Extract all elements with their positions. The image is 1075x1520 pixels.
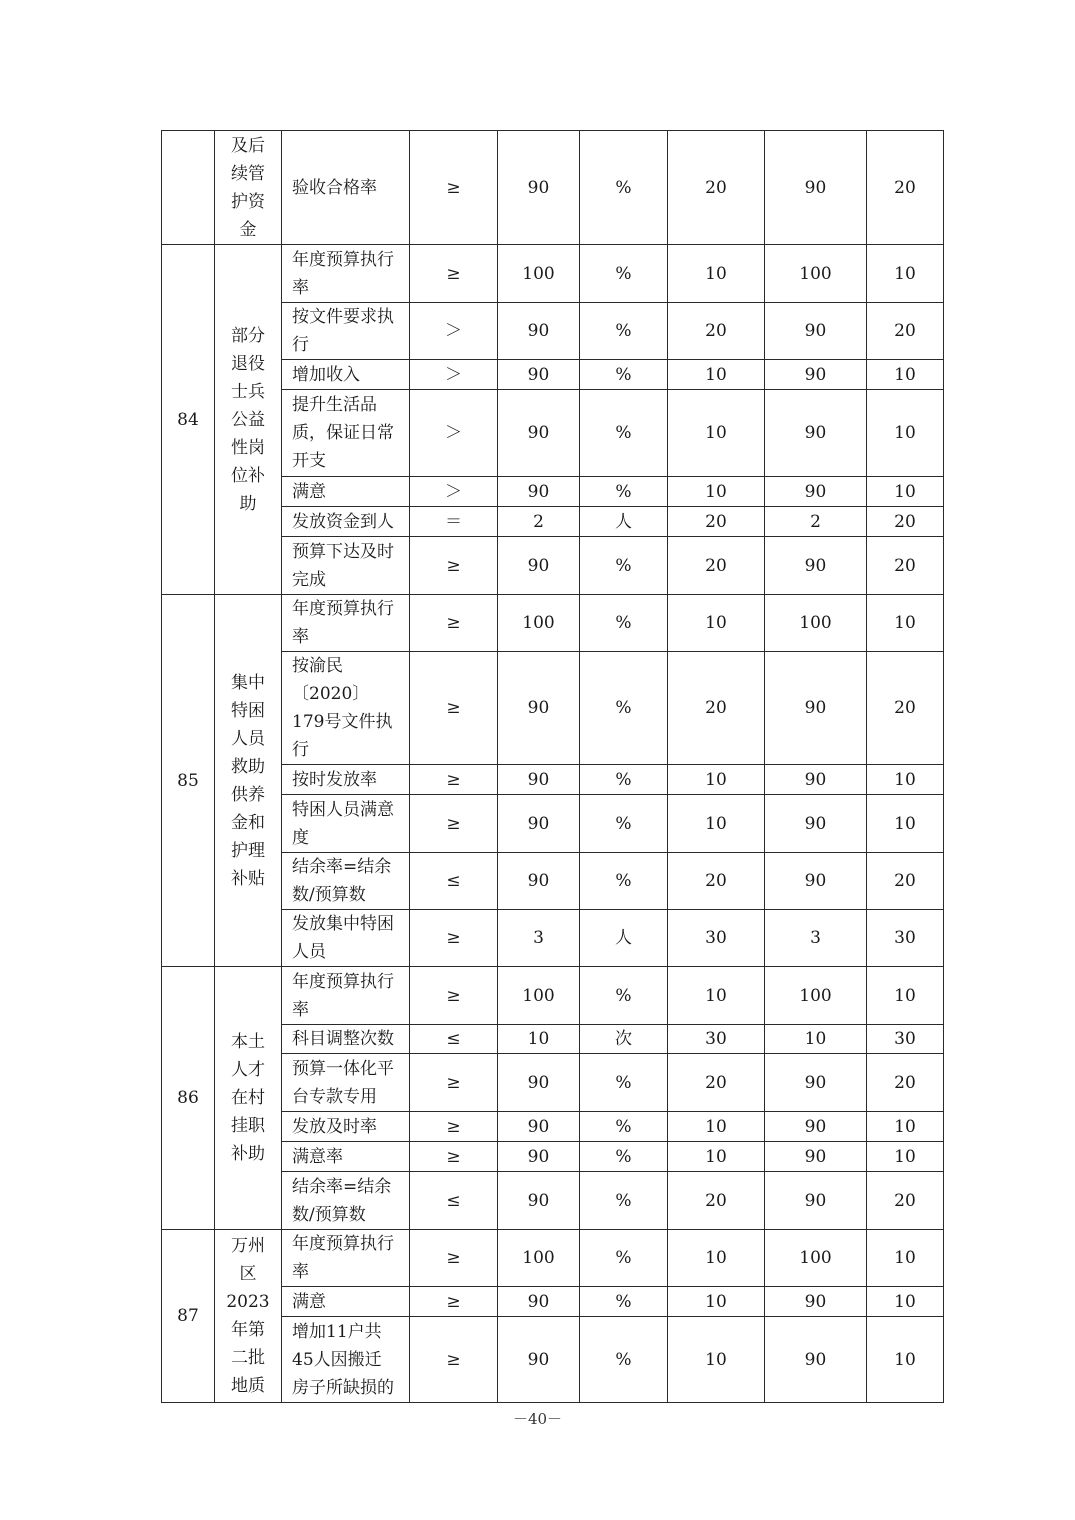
operator-cell: ≥	[410, 1230, 498, 1287]
indicator-cell	[282, 652, 410, 765]
indicator-line: 发放集中特困	[292, 914, 394, 934]
project-name-line: 2023	[226, 1292, 270, 1312]
actual-cell: 10	[765, 1025, 867, 1054]
project-name-line: 补贴	[231, 868, 265, 889]
target-cell: 100	[498, 1230, 580, 1287]
indicator-line: 满意	[292, 481, 326, 502]
got-cell: 10	[867, 245, 944, 303]
actual-cell: 90	[765, 1142, 867, 1172]
unit-cell: %	[580, 477, 668, 507]
operator-cell: ≥	[410, 131, 498, 245]
indicator-cell	[282, 853, 410, 910]
actual-cell: 100	[765, 1230, 867, 1287]
indicator-line: 度	[292, 827, 309, 848]
unit-cell: %	[580, 303, 668, 360]
project-name-cell	[215, 967, 282, 1230]
indicator-line: 率	[292, 627, 309, 647]
table-body	[162, 131, 944, 1403]
score-cell: 10	[668, 1317, 765, 1403]
target-cell: 2	[498, 507, 580, 537]
operator-cell: ≥	[410, 765, 498, 795]
operator-cell: ＞	[410, 477, 498, 507]
project-name-line: 及后	[231, 135, 265, 156]
indicator-line: 预算一体化平	[292, 1058, 394, 1079]
operator-cell: ≥	[410, 795, 498, 853]
actual-cell: 90	[765, 477, 867, 507]
score-cell: 30	[668, 910, 765, 967]
score-cell: 20	[668, 1172, 765, 1230]
actual-cell: 90	[765, 652, 867, 765]
got-cell: 20	[867, 1172, 944, 1230]
table-row	[162, 131, 944, 245]
actual-cell: 100	[765, 595, 867, 652]
indicator-line: 率	[292, 999, 309, 1020]
actual-cell: 90	[765, 1317, 867, 1403]
project-name-line: 助	[239, 493, 257, 514]
operator-cell: ≥	[410, 1112, 498, 1142]
unit-cell: 人	[580, 910, 668, 967]
got-cell: 20	[867, 131, 944, 245]
project-name-line: 补助	[231, 1144, 265, 1164]
target-cell: 100	[498, 595, 580, 652]
score-cell: 10	[668, 595, 765, 652]
indicator-line: 率	[292, 277, 309, 298]
score-cell: 20	[668, 131, 765, 245]
unit-cell: %	[580, 853, 668, 910]
actual-cell: 90	[765, 390, 867, 477]
project-name-line: 万州	[231, 1236, 265, 1256]
unit-cell: %	[580, 1287, 668, 1317]
project-name-line: 退役	[231, 353, 265, 374]
operator-cell: ≥	[410, 1287, 498, 1317]
score-cell: 20	[668, 652, 765, 765]
unit-cell: %	[580, 245, 668, 303]
target-cell: 90	[498, 131, 580, 245]
indicator-line: 结余率=结余	[292, 857, 392, 877]
target-cell: 100	[498, 967, 580, 1025]
project-name-line: 部分	[231, 325, 265, 346]
indicator-cell	[282, 795, 410, 853]
actual-cell: 90	[765, 795, 867, 853]
indicator-cell	[282, 765, 410, 795]
target-cell: 90	[498, 537, 580, 595]
operator-cell: ≥	[410, 967, 498, 1025]
unit-cell: %	[580, 131, 668, 245]
got-cell: 10	[867, 795, 944, 853]
got-cell: 30	[867, 1025, 944, 1054]
indicator-line: 人员	[292, 942, 326, 962]
got-cell: 20	[867, 1054, 944, 1112]
indicator-line: 增加收入	[292, 364, 360, 385]
score-cell: 10	[668, 795, 765, 853]
score-cell: 20	[668, 853, 765, 910]
indicator-line: 年度预算执行	[292, 971, 394, 992]
indicator-line: 发放及时率	[292, 1116, 377, 1137]
actual-cell: 90	[765, 1172, 867, 1230]
indicator-cell	[282, 1025, 410, 1054]
indicator-cell	[282, 910, 410, 967]
operator-cell: ≤	[410, 1025, 498, 1054]
project-name-line: 位补	[231, 465, 265, 486]
score-cell: 10	[668, 1230, 765, 1287]
score-cell: 10	[668, 390, 765, 477]
indicator-line: 行	[292, 335, 309, 355]
target-cell: 100	[498, 245, 580, 303]
indicator-cell	[282, 131, 410, 245]
indicator-cell	[282, 1230, 410, 1287]
actual-cell: 90	[765, 303, 867, 360]
project-name-line: 救助	[231, 756, 265, 777]
unit-cell: %	[580, 1142, 668, 1172]
got-cell: 10	[867, 360, 944, 390]
target-cell: 90	[498, 1317, 580, 1403]
actual-cell: 3	[765, 910, 867, 967]
got-cell: 20	[867, 652, 944, 765]
score-cell: 10	[668, 1112, 765, 1142]
unit-cell: %	[580, 765, 668, 795]
indicator-line: 房子所缺损的	[292, 1377, 394, 1398]
indicator-line: 按渝民〔2020〕	[292, 656, 370, 704]
got-cell: 20	[867, 853, 944, 910]
table-row	[162, 967, 944, 1025]
got-cell: 10	[867, 1230, 944, 1287]
unit-cell: %	[580, 652, 668, 765]
actual-cell: 90	[765, 360, 867, 390]
unit-cell: %	[580, 1230, 668, 1287]
actual-cell: 90	[765, 131, 867, 245]
indicator-line: 满意	[292, 1291, 326, 1312]
operator-cell: ≥	[410, 910, 498, 967]
unit-cell: %	[580, 967, 668, 1025]
indicator-cell	[282, 1172, 410, 1230]
table-row	[162, 245, 944, 303]
indicator-line: 验收合格率	[292, 177, 377, 198]
project-name-line: 性岗	[231, 437, 265, 458]
project-name-line: 人员	[231, 728, 265, 749]
score-cell: 10	[668, 1287, 765, 1317]
indicator-line: 数/预算数	[292, 1204, 366, 1225]
got-cell: 20	[867, 507, 944, 537]
indicator-line: 满意率	[292, 1146, 343, 1167]
project-name-line: 在村	[231, 1088, 265, 1108]
project-number-cell: 85	[162, 595, 215, 967]
score-cell: 20	[668, 303, 765, 360]
indicator-cell	[282, 1142, 410, 1172]
indicator-line: 年度预算执行	[292, 1234, 394, 1254]
operator-cell: ＞	[410, 390, 498, 477]
indicator-line: 科目调整次数	[292, 1029, 394, 1049]
project-name-cell	[215, 595, 282, 967]
unit-cell: %	[580, 1172, 668, 1230]
operator-cell: ≥	[410, 1054, 498, 1112]
indicator-line: 年度预算执行	[292, 249, 394, 270]
indicator-cell	[282, 390, 410, 477]
indicator-table	[161, 130, 944, 1403]
project-number-cell: 86	[162, 967, 215, 1230]
unit-cell: %	[580, 390, 668, 477]
project-name-line: 区	[239, 1264, 257, 1284]
indicator-line: 增加11户共	[292, 1321, 382, 1342]
indicator-cell	[282, 1287, 410, 1317]
target-cell: 90	[498, 1142, 580, 1172]
score-cell: 20	[668, 507, 765, 537]
got-cell: 10	[867, 595, 944, 652]
actual-cell: 90	[765, 765, 867, 795]
target-cell: 90	[498, 390, 580, 477]
got-cell: 10	[867, 1142, 944, 1172]
indicator-cell	[282, 537, 410, 595]
indicator-line: 按时发放率	[292, 769, 377, 790]
project-name-line: 士兵	[231, 381, 265, 402]
operator-cell: ≥	[410, 537, 498, 595]
indicator-line: 预算下达及时	[292, 541, 394, 562]
actual-cell: 90	[765, 537, 867, 595]
unit-cell: 次	[580, 1025, 668, 1054]
target-cell: 90	[498, 795, 580, 853]
indicator-line: 率	[292, 1262, 309, 1282]
indicator-cell	[282, 1112, 410, 1142]
project-name-line: 年第	[231, 1320, 265, 1340]
score-cell: 20	[668, 537, 765, 595]
unit-cell: %	[580, 537, 668, 595]
target-cell: 90	[498, 765, 580, 795]
unit-cell: %	[580, 1054, 668, 1112]
indicator-cell	[282, 967, 410, 1025]
indicator-line: 行	[292, 740, 309, 760]
actual-cell: 90	[765, 1112, 867, 1142]
unit-cell: %	[580, 1317, 668, 1403]
project-number-cell: 87	[162, 1230, 215, 1403]
indicator-cell	[282, 1317, 410, 1403]
operator-cell: ≥	[410, 595, 498, 652]
indicator-cell	[282, 595, 410, 652]
indicator-line: 按文件要求执	[292, 307, 394, 327]
project-name-line: 公益	[231, 409, 265, 430]
project-name-cell	[215, 1230, 282, 1403]
got-cell: 10	[867, 765, 944, 795]
indicator-line: 发放资金到人	[292, 511, 394, 532]
got-cell: 20	[867, 303, 944, 360]
project-name-line: 特困	[231, 700, 265, 721]
indicator-line: 45人因搬迁	[292, 1349, 382, 1370]
table-row	[162, 1230, 944, 1287]
unit-cell: %	[580, 595, 668, 652]
operator-cell: ≤	[410, 853, 498, 910]
indicator-line: 数/预算数	[292, 885, 366, 905]
project-name-line: 二批	[231, 1348, 265, 1368]
got-cell: 10	[867, 967, 944, 1025]
actual-cell: 100	[765, 245, 867, 303]
target-cell: 10	[498, 1025, 580, 1054]
unit-cell: %	[580, 1112, 668, 1142]
target-cell: 90	[498, 853, 580, 910]
indicator-line: 完成	[292, 569, 326, 590]
unit-cell: 人	[580, 507, 668, 537]
target-cell: 90	[498, 1112, 580, 1142]
project-name-line: 续管	[231, 163, 265, 184]
indicator-line: 提升生活品	[292, 395, 377, 415]
operator-cell: ≥	[410, 1142, 498, 1172]
got-cell: 20	[867, 537, 944, 595]
actual-cell: 100	[765, 967, 867, 1025]
operator-cell: ＝	[410, 507, 498, 537]
actual-cell: 90	[765, 1287, 867, 1317]
score-cell: 10	[668, 360, 765, 390]
indicator-cell	[282, 360, 410, 390]
project-name-cell	[215, 245, 282, 595]
actual-cell: 90	[765, 853, 867, 910]
score-cell: 30	[668, 1025, 765, 1054]
operator-cell: ＞	[410, 303, 498, 360]
score-cell: 10	[668, 1142, 765, 1172]
unit-cell: %	[580, 795, 668, 853]
project-name-line: 供养	[231, 784, 265, 805]
target-cell: 90	[498, 1172, 580, 1230]
target-cell: 90	[498, 1287, 580, 1317]
got-cell: 10	[867, 390, 944, 477]
project-name-line: 本土	[231, 1032, 265, 1052]
got-cell: 10	[867, 1317, 944, 1403]
got-cell: 10	[867, 1287, 944, 1317]
score-cell: 10	[668, 765, 765, 795]
indicator-cell	[282, 1054, 410, 1112]
operator-cell: ≥	[410, 245, 498, 303]
unit-cell: %	[580, 360, 668, 390]
project-name-line: 护理	[231, 840, 265, 861]
score-cell: 20	[668, 1054, 765, 1112]
target-cell: 90	[498, 303, 580, 360]
got-cell: 30	[867, 910, 944, 967]
indicator-line: 特困人员满意	[292, 799, 394, 820]
target-cell: 3	[498, 910, 580, 967]
project-number-cell	[162, 131, 215, 245]
got-cell: 10	[867, 477, 944, 507]
operator-cell: ≥	[410, 652, 498, 765]
got-cell: 10	[867, 1112, 944, 1142]
project-name-line: 人才	[231, 1060, 265, 1080]
actual-cell: 2	[765, 507, 867, 537]
indicator-cell	[282, 477, 410, 507]
indicator-line: 台专款专用	[292, 1086, 377, 1107]
operator-cell: ＞	[410, 360, 498, 390]
page-number: －40－	[512, 1410, 563, 1428]
target-cell: 90	[498, 477, 580, 507]
operator-cell: ≥	[410, 1317, 498, 1403]
indicator-line: 开支	[292, 451, 326, 471]
indicator-line: 年度预算执行	[292, 599, 394, 619]
indicator-cell	[282, 303, 410, 360]
project-name-line: 金	[239, 219, 257, 240]
project-name-line: 挂职	[231, 1116, 265, 1136]
target-cell: 90	[498, 652, 580, 765]
score-cell: 10	[668, 477, 765, 507]
operator-cell: ≤	[410, 1172, 498, 1230]
indicator-cell	[282, 507, 410, 537]
project-name-line: 地质	[231, 1376, 265, 1396]
score-cell: 10	[668, 245, 765, 303]
project-name-line: 金和	[231, 812, 265, 833]
target-cell: 90	[498, 1054, 580, 1112]
project-name-cell	[215, 131, 282, 245]
project-name-line: 集中	[231, 672, 265, 693]
score-cell: 10	[668, 967, 765, 1025]
indicator-line: 179号文件执	[292, 712, 393, 732]
indicator-line: 质，保证日常	[292, 423, 394, 443]
target-cell: 90	[498, 360, 580, 390]
project-name-line: 护资	[231, 191, 265, 212]
indicator-cell	[282, 245, 410, 303]
actual-cell: 90	[765, 1054, 867, 1112]
table-row	[162, 595, 944, 652]
project-number-cell: 84	[162, 245, 215, 595]
indicator-line: 结余率=结余	[292, 1176, 392, 1197]
